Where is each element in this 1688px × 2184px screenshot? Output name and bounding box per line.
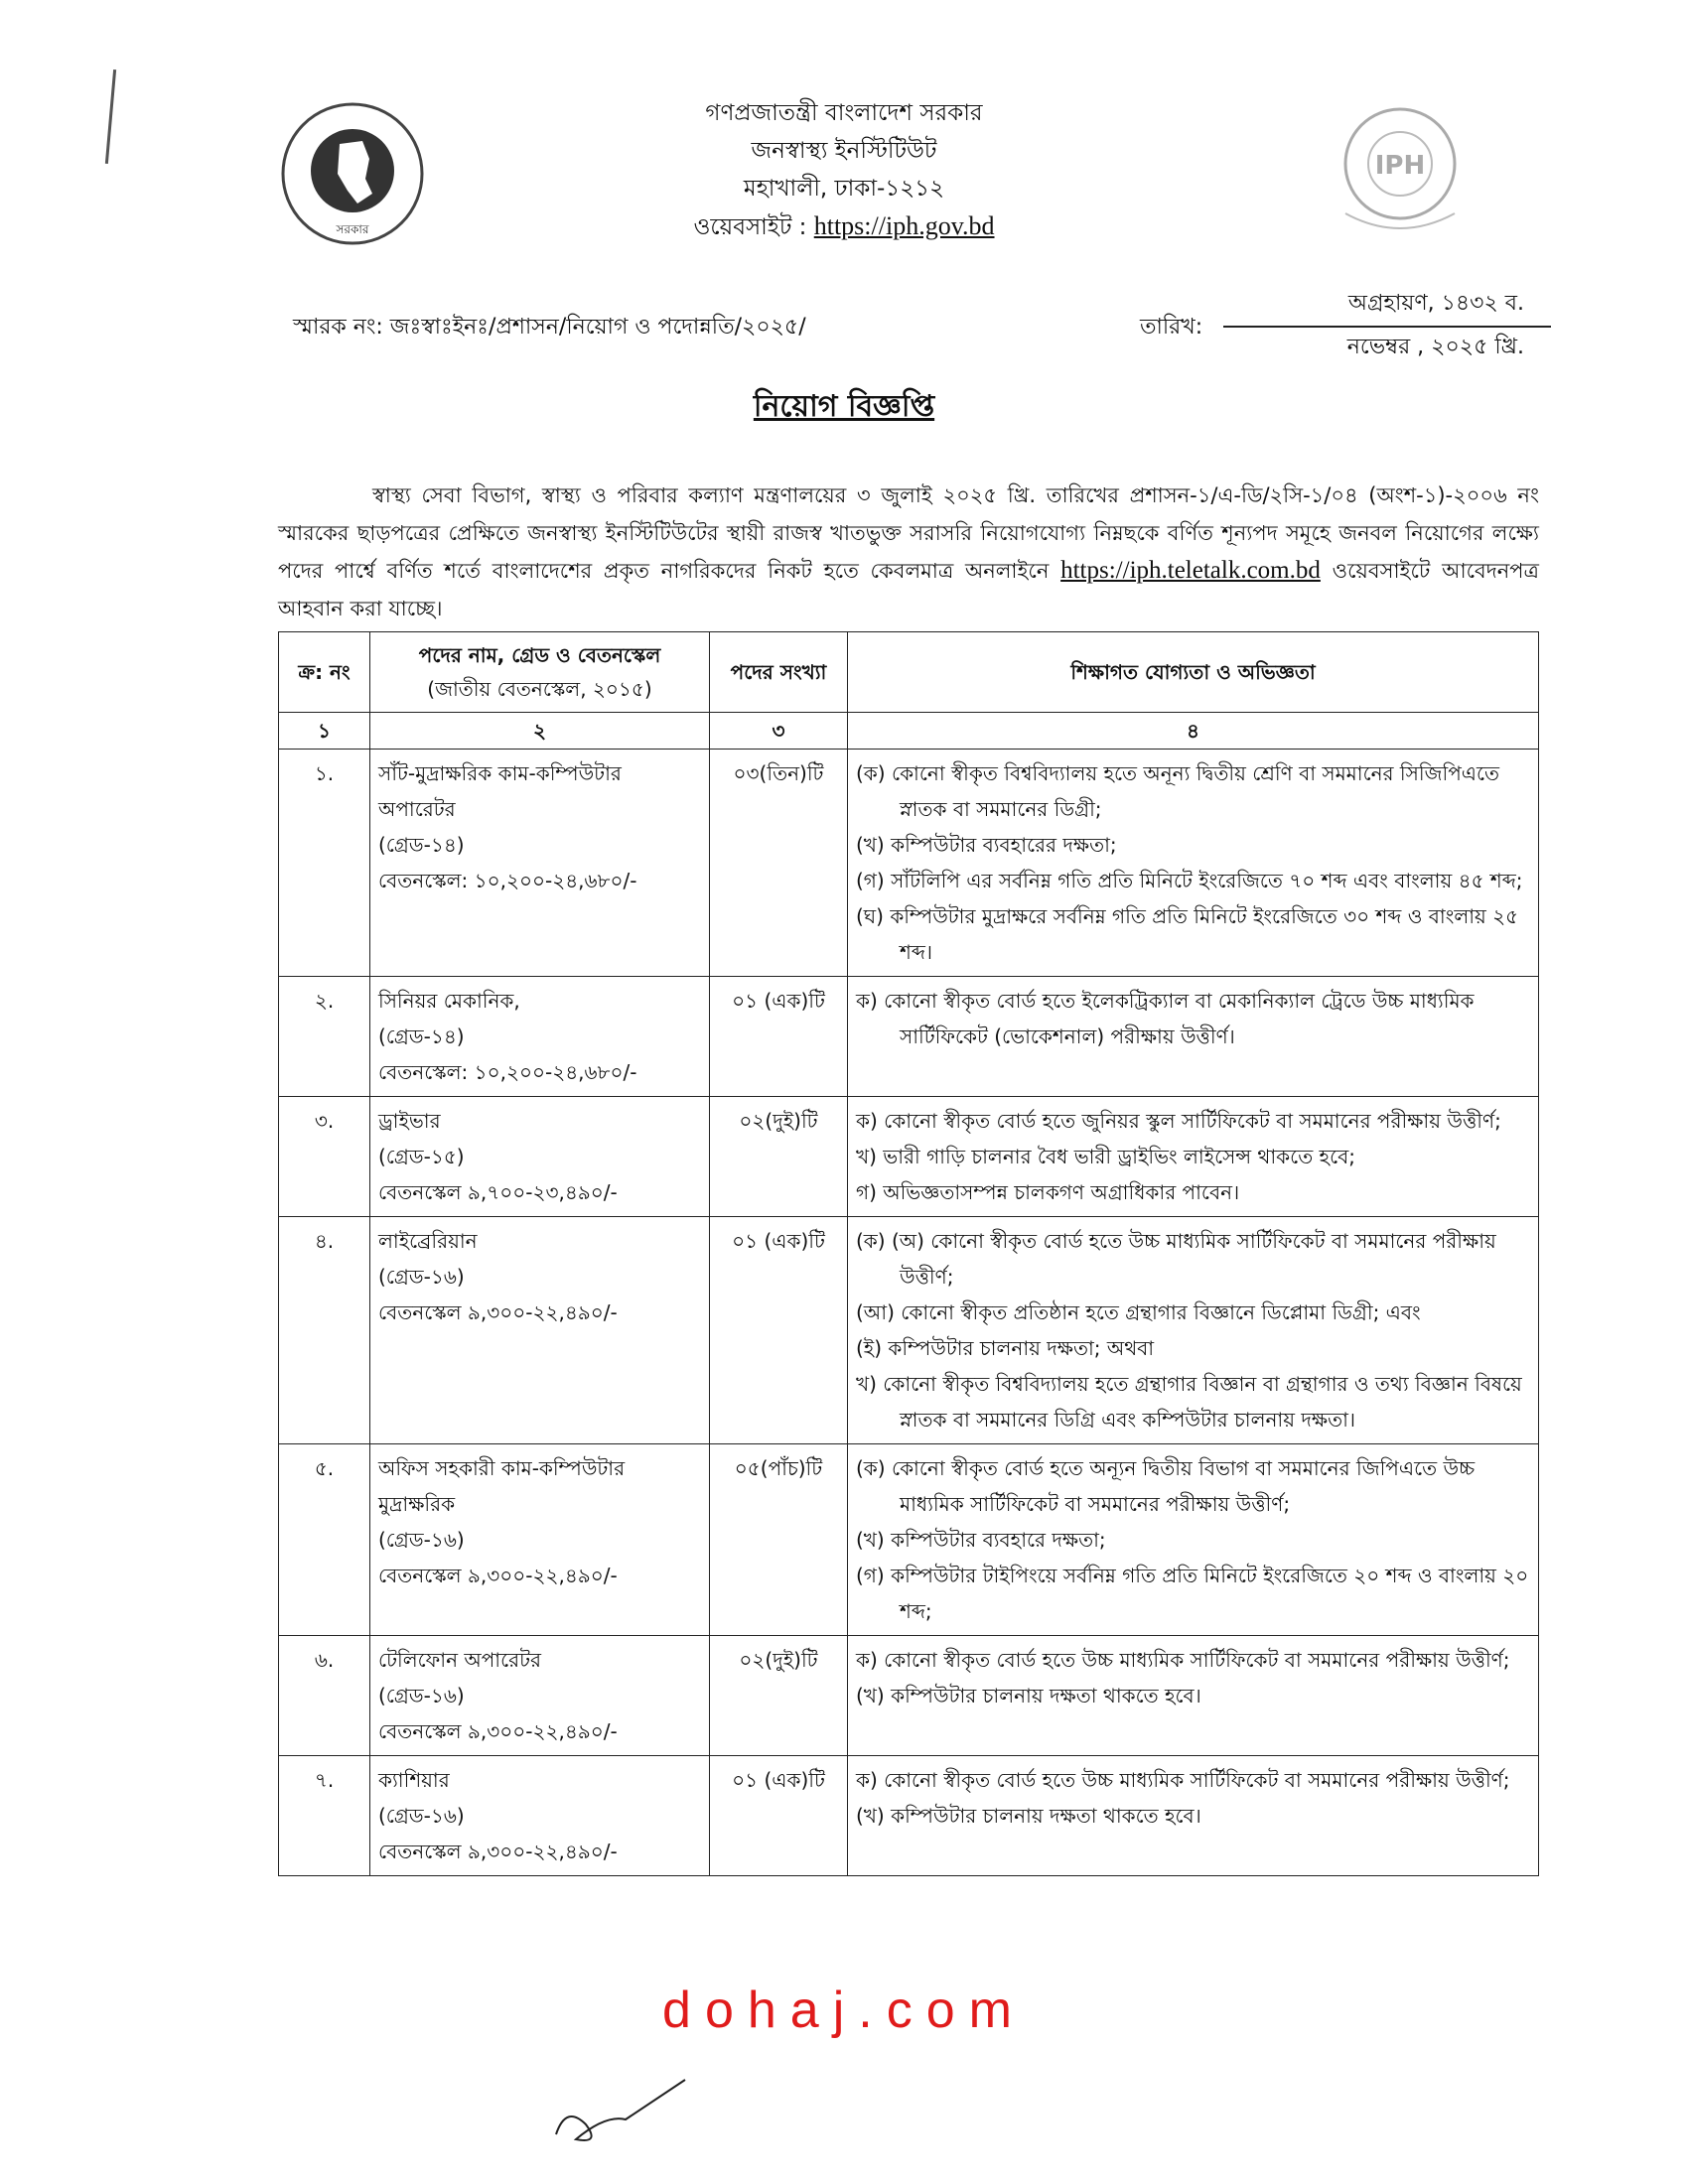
post-line: (গ্রেড-১৪) <box>378 1024 465 1048</box>
qualification-cell <box>848 1217 1539 1444</box>
post-cell <box>370 1097 710 1217</box>
qualification-cell <box>848 1097 1539 1217</box>
count-cell: ০১ (এক)টি <box>710 977 848 1097</box>
institute-name: জনস্বাস্থ্য ইনস্টিটিউট <box>751 138 937 164</box>
address: মহাখালী, ঢাকা-১২১২ <box>743 176 945 202</box>
svg-text:সরকার: সরকার <box>336 222 369 236</box>
page-title <box>0 382 1688 433</box>
qualification-cell <box>848 750 1539 977</box>
count-cell: ০২(দুই)টি <box>710 1097 848 1217</box>
post-line: ড্রাইভার <box>378 1109 441 1133</box>
qualification-item: ক) কোনো স্বীকৃত বোর্ড হতে জুনিয়র স্কুল সার্টিফিকেট বা সমমানের পরীক্ষায় উত্তীর্ণ; <box>856 1109 1501 1133</box>
col-number: ৪ <box>848 713 1539 750</box>
qualification-item: (ক) কোনো স্বীকৃত বিশ্ববিদ্যালয় হতে অনূন্য দ্বিতীয় শ্রেণি বা সমমানের সিজিপিএতে স্নাতক বা সমমানের ডিগ্রী; <box>856 761 1500 821</box>
header-count: পদের সংখ্যা <box>710 632 848 713</box>
post-line: (গ্রেড-১৬) <box>378 1684 465 1707</box>
post-line: বেতনস্কেল ৯,৩০০-২২,৪৯০/- <box>378 1719 618 1743</box>
post-line: বেতনস্কেল: ১০,২০০-২৪,৬৮০/- <box>378 1060 637 1084</box>
serial-cell: ২. <box>279 977 370 1097</box>
qualification-cell <box>848 1756 1539 1876</box>
count-cell: ০২(দুই)টি <box>710 1636 848 1756</box>
qualification-item: (ক) কোনো স্বীকৃত বোর্ড হতে অন্যূন দ্বিতীয় বিভাগ বা সমমানের জিপিএতে উচ্চ মাধ্যমিক সার্টিফিকেট বা সমমানের পরীক্ষায় উত্তীর্ণ; <box>856 1456 1476 1516</box>
post-cell <box>370 1756 710 1876</box>
date-divider <box>1223 326 1551 328</box>
date-bangla: অগ্রহায়ণ, ১৪৩২ ব. <box>1347 291 1524 316</box>
post-line: (গ্রেড-১৬) <box>378 1528 465 1552</box>
table-row <box>279 1097 1539 1217</box>
count-cell: ০৩(তিন)টি <box>710 750 848 977</box>
vacancy-table <box>278 631 1539 1876</box>
table-row <box>279 1217 1539 1444</box>
qualification-item: (খ) কম্পিউটার ব্যবহারের দক্ষতা; <box>856 833 1117 857</box>
header-serial: ক্র: নং <box>279 632 370 713</box>
qualification-cell <box>848 1444 1539 1636</box>
post-line: (গ্রেড-১৬) <box>378 1804 465 1828</box>
intro-text: স্বাস্থ্য সেবা বিভাগ, স্বাস্থ্য ও পরিবার কল্যাণ মন্ত্রণালয়ের ৩ জুলাই ২০২৫ খ্রি. তারিখের প্রশাসন-১/এ-ডি/২সি-১/০৪ (অংশ-১)-২০০৬ নং স্মারকের ছাড়পত্রের প্রেক্ষিতে জনস্বাস্থ্য ইনস্টিটিউটের স্থায়ী রাজস্ব খাতভুক্ত সরাসরি নিয়োগযোগ্য নিম্নছকে বর্ণিত শূন্যপদ সমূহে জনবল নিয়োগের লক্ষ্যে পদের পার্শ্বে বর্ণিত শর্তে বাংলাদেশের প্রকৃত নাগরিকদের নিকট হতে কেবলমাত্র অনলাইনে <box>278 483 1539 583</box>
qualification-item: (গ) সাঁটলিপি এর সর্বনিম্ন গতি প্রতি মিনিটে ইংরেজিতে ৭০ শব্দ এবং বাংলায় ৪৫ শব্দ; <box>856 869 1523 892</box>
letterhead <box>0 94 1688 246</box>
date-label: তারিখ: <box>1140 315 1203 340</box>
date-english: নভেম্বর , ২০২৫ খ্রি. <box>1346 335 1524 359</box>
qualification-item: ক) কোনো স্বীকৃত বোর্ড হতে ইলেকট্রিক্যাল বা মেকানিক্যাল ট্রেডে উচ্চ মাধ্যমিক সার্টিফিকেট (ভোকেশনাল) পরীক্ষায় উত্তীর্ণ। <box>856 989 1475 1048</box>
post-line: বেতনস্কেল ৯,৩০০-২২,৪৯০/- <box>378 1564 618 1587</box>
post-line: (গ্রেড-১৬) <box>378 1265 465 1289</box>
watermark: dohaj.com <box>662 1981 1026 2039</box>
post-line: অফিস সহকারী কাম-কম্পিউটার মুদ্রাক্ষরিক <box>378 1456 626 1516</box>
post-line: ক্যাশিয়ার <box>378 1768 450 1792</box>
serial-cell: ৭. <box>279 1756 370 1876</box>
header-post-title: পদের নাম, গ্রেড ও বেতনস্কেল <box>418 643 661 667</box>
svg-text:IPH: IPH <box>1374 151 1426 181</box>
serial-cell: ৫. <box>279 1444 370 1636</box>
post-line: টেলিফোন অপারেটর <box>378 1648 542 1672</box>
qualification-item: খ) ভারী গাড়ি চালনার বৈধ ভারী ড্রাইভিং লাইসেন্স থাকতে হবে; <box>856 1145 1355 1168</box>
post-line: বেতনস্কেল ৯,৭০০-২৩,৪৯০/- <box>378 1180 618 1204</box>
table-row <box>279 1756 1539 1876</box>
title-text: নিয়োগ বিজ্ঞপ্তি <box>753 389 935 424</box>
qualification-item: গ) অভিজ্ঞতাসম্পন্ন চালকগণ অগ্রাধিকার পাবেন। <box>856 1180 1240 1204</box>
header-post <box>370 632 710 713</box>
post-cell <box>370 1636 710 1756</box>
intro-paragraph <box>278 477 1539 627</box>
count-cell: ০৫(পাঁচ)টি <box>710 1444 848 1636</box>
post-line: লাইব্রেরিয়ান <box>378 1229 478 1253</box>
table-row <box>279 750 1539 977</box>
qualification-item: (ঘ) কম্পিউটার মুদ্রাক্ষরে সর্বনিম্ন গতি প্রতি মিনিটে ইংরেজিতে ৩০ শব্দ ও বাংলায় ২৫ শব্দ। <box>856 904 1519 964</box>
govt-name: গণপ্রজাতন্ত্রী বাংলাদেশ সরকার <box>705 100 983 126</box>
serial-cell: ৬. <box>279 1636 370 1756</box>
post-cell <box>370 977 710 1097</box>
intro-suffix: ওয়েবসাইটে আবেদনপত্র আহবান করা যাচ্ছে। <box>278 559 1539 620</box>
qualification-item: ক) কোনো স্বীকৃত বোর্ড হতে উচ্চ মাধ্যমিক সার্টিফিকেট বা সমমানের পরীক্ষায় উত্তীর্ণ; <box>856 1648 1510 1672</box>
post-cell <box>370 1217 710 1444</box>
qualification-item: (ই) কম্পিউটার চালনায় দক্ষতা; অথবা <box>856 1336 1155 1360</box>
post-line: বেতনস্কেল ৯,৩০০-২২,৪৯০/- <box>378 1300 618 1324</box>
header-post-sub: (জাতীয় বেতনস্কেল, ২০১৫) <box>427 677 652 701</box>
post-line: সিনিয়র মেকানিক, <box>378 989 520 1013</box>
count-cell: ০১ (এক)টি <box>710 1217 848 1444</box>
qualification-item: (গ) কম্পিউটার টাইপিংয়ে সর্বনিম্ন গতি প্রতি মিনিটে ইংরেজিতে ২০ শব্দ ও বাংলায় ২০ শব্দ; <box>856 1564 1529 1623</box>
post-line: (গ্রেড-১৪) <box>378 833 465 857</box>
qualification-item: (খ) কম্পিউটার ব্যবহারে দক্ষতা; <box>856 1528 1106 1552</box>
memo-number: স্মারক নং: জঃস্বাঃইনঃ/প্রশাসন/নিয়োগ ও পদোন্নতি/২০২৫/ <box>293 315 806 340</box>
col-number: ৩ <box>710 713 848 750</box>
qualification-cell <box>848 977 1539 1097</box>
teletalk-link[interactable]: https://iph.teletalk.com.bd <box>1060 557 1321 584</box>
qualification-item: খ) কোনো স্বীকৃত বিশ্ববিদ্যালয় হতে গ্রন্থাগার বিজ্ঞান বা গ্রন্থাগার ও তথ্য বিজ্ঞান বিষয়ে স্নাতক বা সমমানের ডিগ্রি এবং কম্পিউটার চালনায় দক্ষতা। <box>856 1372 1522 1432</box>
col-number: ২ <box>370 713 710 750</box>
qualification-cell <box>848 1636 1539 1756</box>
table-row <box>279 1636 1539 1756</box>
serial-cell: ৪. <box>279 1217 370 1444</box>
col-number: ১ <box>279 713 370 750</box>
post-line: সাঁট-মুদ্রাক্ষরিক কাম-কম্পিউটার অপারেটর <box>378 761 622 821</box>
serial-cell: ৩. <box>279 1097 370 1217</box>
qualification-item: (খ) কম্পিউটার চালনায় দক্ষতা থাকতে হবে। <box>856 1684 1201 1707</box>
website-link[interactable]: https://iph.gov.bd <box>813 211 995 240</box>
qualification-item: (আ) কোনো স্বীকৃত প্রতিষ্ঠান হতে গ্রন্থাগার বিজ্ঞানে ডিপ্লোমা ডিগ্রী; এবং <box>856 1300 1421 1324</box>
post-cell <box>370 750 710 977</box>
qualification-item: ক) কোনো স্বীকৃত বোর্ড হতে উচ্চ মাধ্যমিক সার্টিফিকেট বা সমমানের পরীক্ষায় উত্তীর্ণ; <box>856 1768 1510 1792</box>
website-label: ওয়েবসাইট : <box>693 214 807 240</box>
table-row <box>279 1444 1539 1636</box>
qualification-item: (ক) (অ) কোনো স্বীকৃত বোর্ড হতে উচ্চ মাধ্যমিক সার্টিফিকেট বা সমমানের পরীক্ষায় উত্তীর্ণ; <box>856 1229 1496 1289</box>
post-line: (গ্রেড-১৫) <box>378 1145 465 1168</box>
post-line: বেতনস্কেল ৯,৩০০-২২,৪৯০/- <box>378 1840 618 1863</box>
post-line: বেতনস্কেল: ১০,২০০-২৪,৬৮০/- <box>378 869 637 892</box>
signature <box>546 2075 695 2154</box>
serial-cell: ১. <box>279 750 370 977</box>
qualification-item: (খ) কম্পিউটার চালনায় দক্ষতা থাকতে হবে। <box>856 1804 1201 1828</box>
header-qualification: শিক্ষাগত যোগ্যতা ও অভিজ্ঞতা <box>848 632 1539 713</box>
count-cell: ০১ (এক)টি <box>710 1756 848 1876</box>
post-cell <box>370 1444 710 1636</box>
table-row <box>279 977 1539 1097</box>
